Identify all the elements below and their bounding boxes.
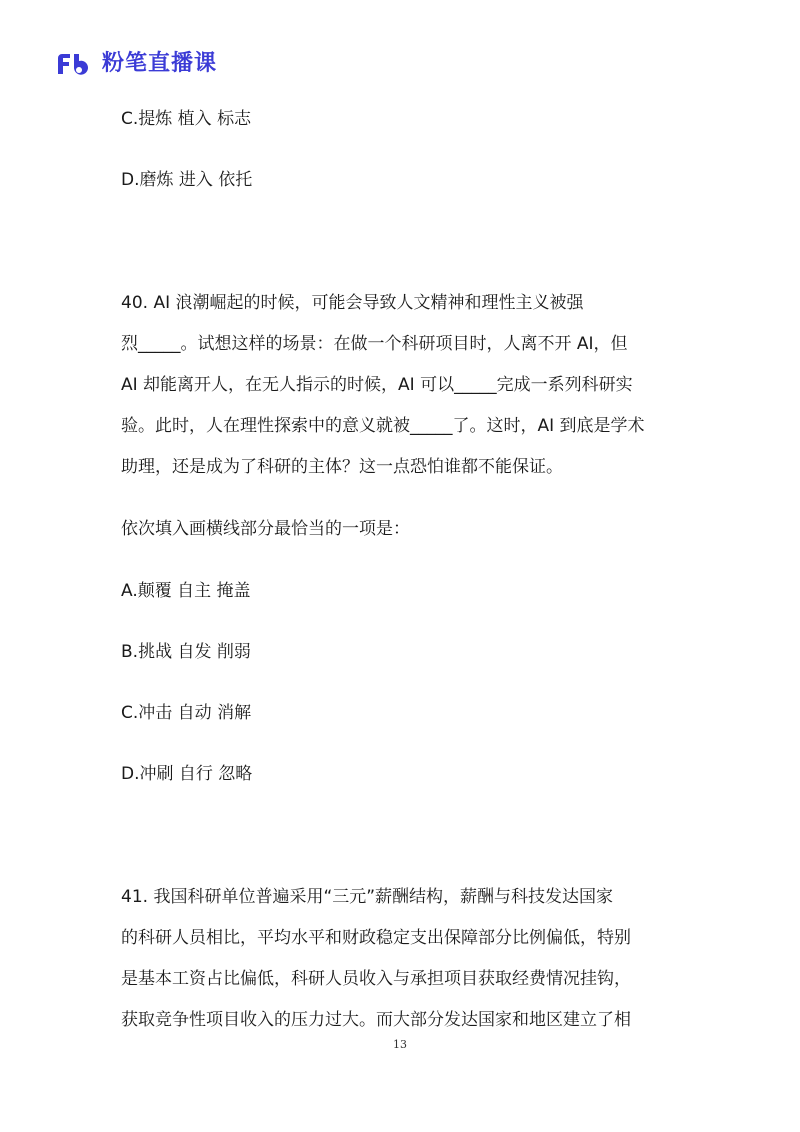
page-number: 13	[393, 1038, 407, 1051]
brand-logo	[56, 52, 217, 76]
q41-stem-line-2: 的科研人员相比，平均水平和财政稳定支出保障部分比例偏低，特别	[121, 928, 631, 948]
q39-option-d: D.磨炼 进入 依托	[121, 170, 253, 190]
q41-stem-line-1: 41. 我国科研单位普遍采用“三元”薪酬结构，薪酬与科技发达国家	[121, 887, 614, 907]
q40-prompt: 依次填入画横线部分最恰当的一项是：	[121, 519, 410, 539]
brand-name: 粉笔直播课	[102, 51, 218, 76]
q40-stem-line-3: AI 却能离开人，在无人指示的时候，AI 可以_____完成一系列科研实	[121, 375, 633, 395]
q39-option-c: C.提炼 植入 标志	[121, 109, 252, 129]
q40-stem-line-2: 烈_____。试想这样的场景：在做一个科研项目时，人离不开 AI，但	[121, 334, 628, 354]
q40-stem-line-4: 验。此时，人在理性探索中的意义就被_____了。这时，AI 到底是学术	[121, 416, 645, 436]
q40-option-a: A.颠覆 自主 掩盖	[121, 581, 251, 601]
q40-option-d: D.冲刷 自行 忽略	[121, 764, 253, 784]
q41-stem-line-3: 是基本工资占比偏低，科研人员收入与承担项目获取经费情况挂钩，	[121, 969, 631, 989]
fb-logo-icon	[56, 52, 96, 76]
q40-stem-line-1: 40. AI 浪潮崛起的时候，可能会导致人文精神和理性主义被强	[121, 293, 584, 313]
q41-stem-line-4: 获取竞争性项目收入的压力过大。而大部分发达国家和地区建立了相	[121, 1010, 631, 1030]
q40-option-c: C.冲击 自动 消解	[121, 703, 252, 723]
q40-option-b: B.挑战 自发 削弱	[121, 642, 251, 662]
q40-stem-line-5: 助理，还是成为了科研的主体？这一点恐怕谁都不能保证。	[121, 457, 563, 477]
